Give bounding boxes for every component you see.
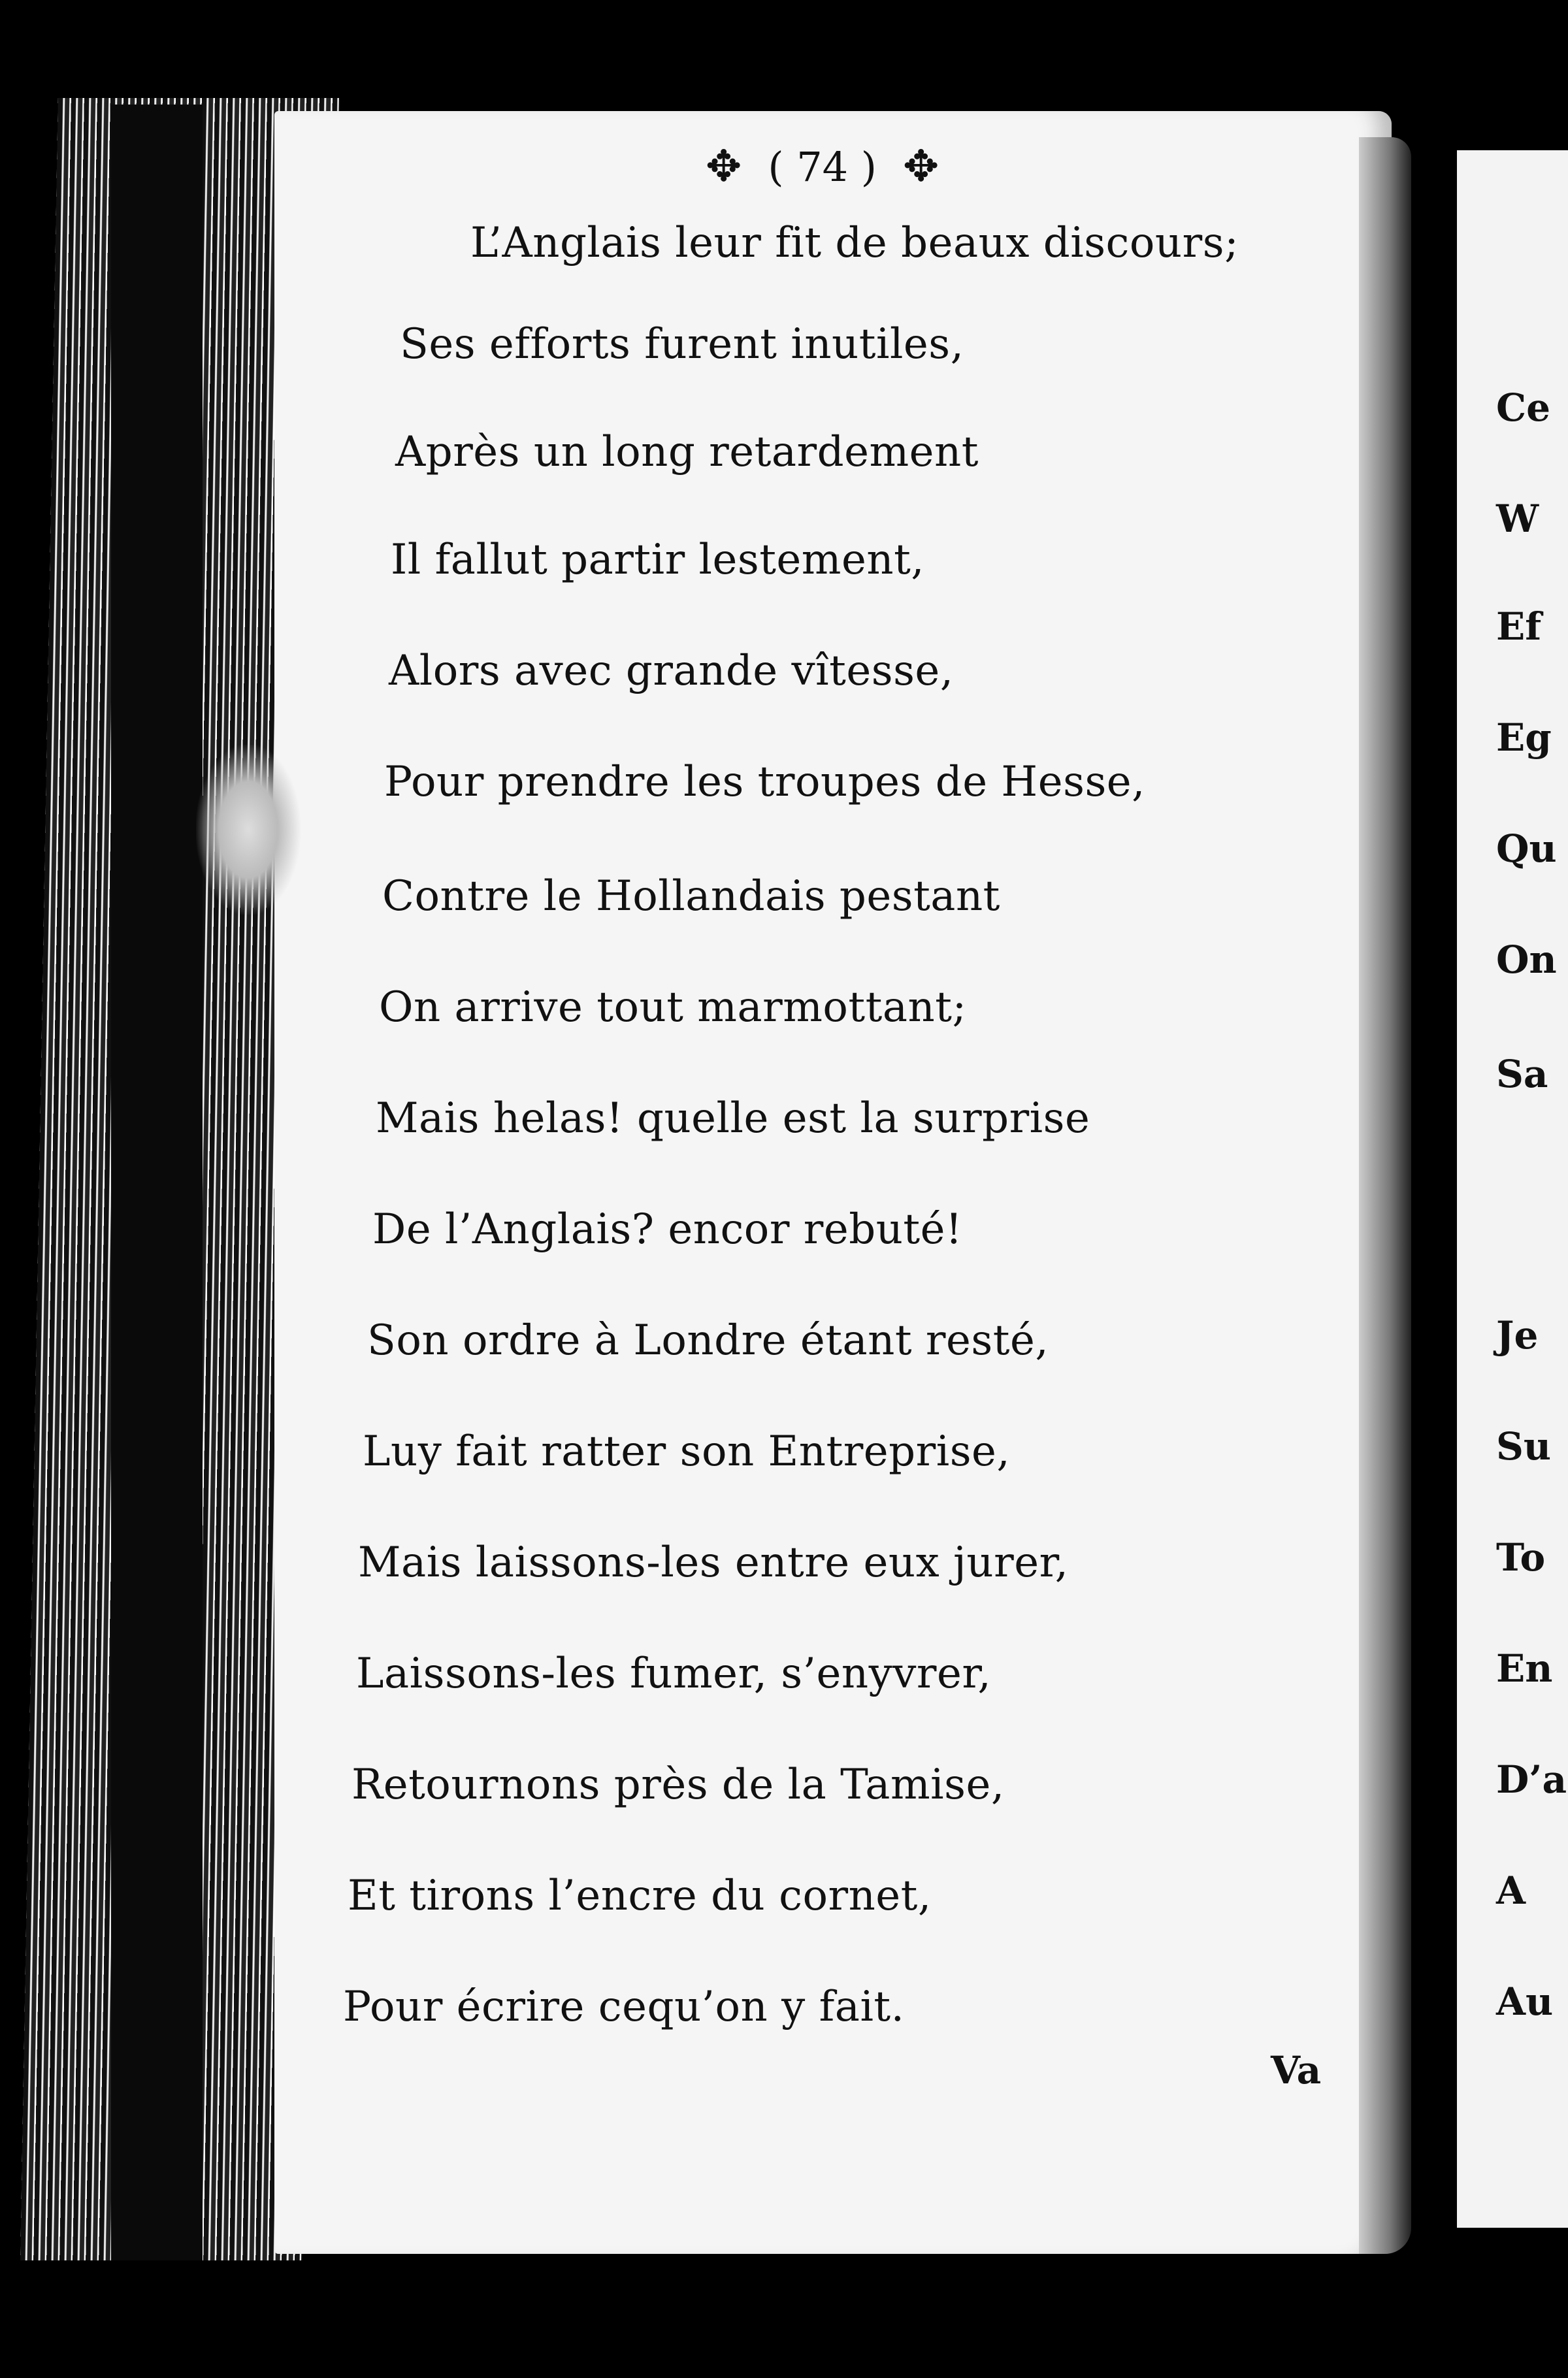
poem-line: Son ordre à Londre étant resté, [367,1316,1049,1365]
facing-page [1457,150,1568,2228]
poem-line: Après un long retardement [395,428,979,476]
book-spine-shadow [111,105,203,2260]
facing-page-fragment: Su [1496,1424,1552,1469]
facing-page-fragment: On [1496,937,1557,982]
facing-page-fragment: Sa [1496,1052,1548,1096]
facing-page-fragment: Je [1496,1313,1539,1358]
catchword: Va [1271,2048,1322,2093]
poem-line: Contre le Hollandais pestant [382,872,1000,920]
poem-line: Pour écrire cequ’on y fait. [343,1983,905,2031]
page-header [706,134,939,199]
poem-line: Mais laissons-les entre eux jurer, [358,1539,1069,1587]
facing-page-fragment: To [1496,1535,1546,1580]
ornament-left-icon: ✥ [706,141,742,191]
facing-page-fragment: Eg [1496,715,1552,760]
poem-line: Alors avec grande vîtesse, [389,647,954,695]
facing-page-fragment: A [1496,1868,1526,1913]
poem-line: Il fallut partir lestement, [391,536,925,584]
facing-page-fragment: Ef [1496,604,1542,649]
facing-page-fragment: D’a [1496,1757,1567,1802]
facing-page-fragment: W [1496,497,1539,541]
poem-line: Ses efforts furent inutiles, [400,320,964,368]
facing-page-fragment: En [1496,1646,1553,1691]
facing-page-fragment: Ce [1496,385,1551,430]
poem-line: On arrive tout marmottant; [379,983,967,1032]
poem-line: Luy fait ratter son Entreprise, [363,1427,1011,1476]
poem-line: De l’Anglais? encor rebuté! [372,1205,963,1254]
page-number: ( 74 ) [768,142,877,191]
paper-stain [196,745,301,915]
ornament-right-icon: ✥ [903,141,939,191]
poem-line: Pour prendre les troupes de Hesse, [384,758,1145,806]
facing-page-fragment: Au [1496,1979,1554,2024]
facing-page-fragment: Qu [1496,826,1557,871]
poem-line: Retournons près de la Tamise, [351,1761,1005,1809]
poem-line: L’Anglais leur fit de beaux discours; [470,219,1239,267]
poem-line: Mais helas! quelle est la surprise [376,1094,1090,1143]
poem-line: Laissons-les fumer, s’enyvrer, [356,1650,992,1698]
poem-line: Et tirons l’encre du cornet, [348,1872,932,1920]
page-curl-shadow [1359,137,1411,2254]
